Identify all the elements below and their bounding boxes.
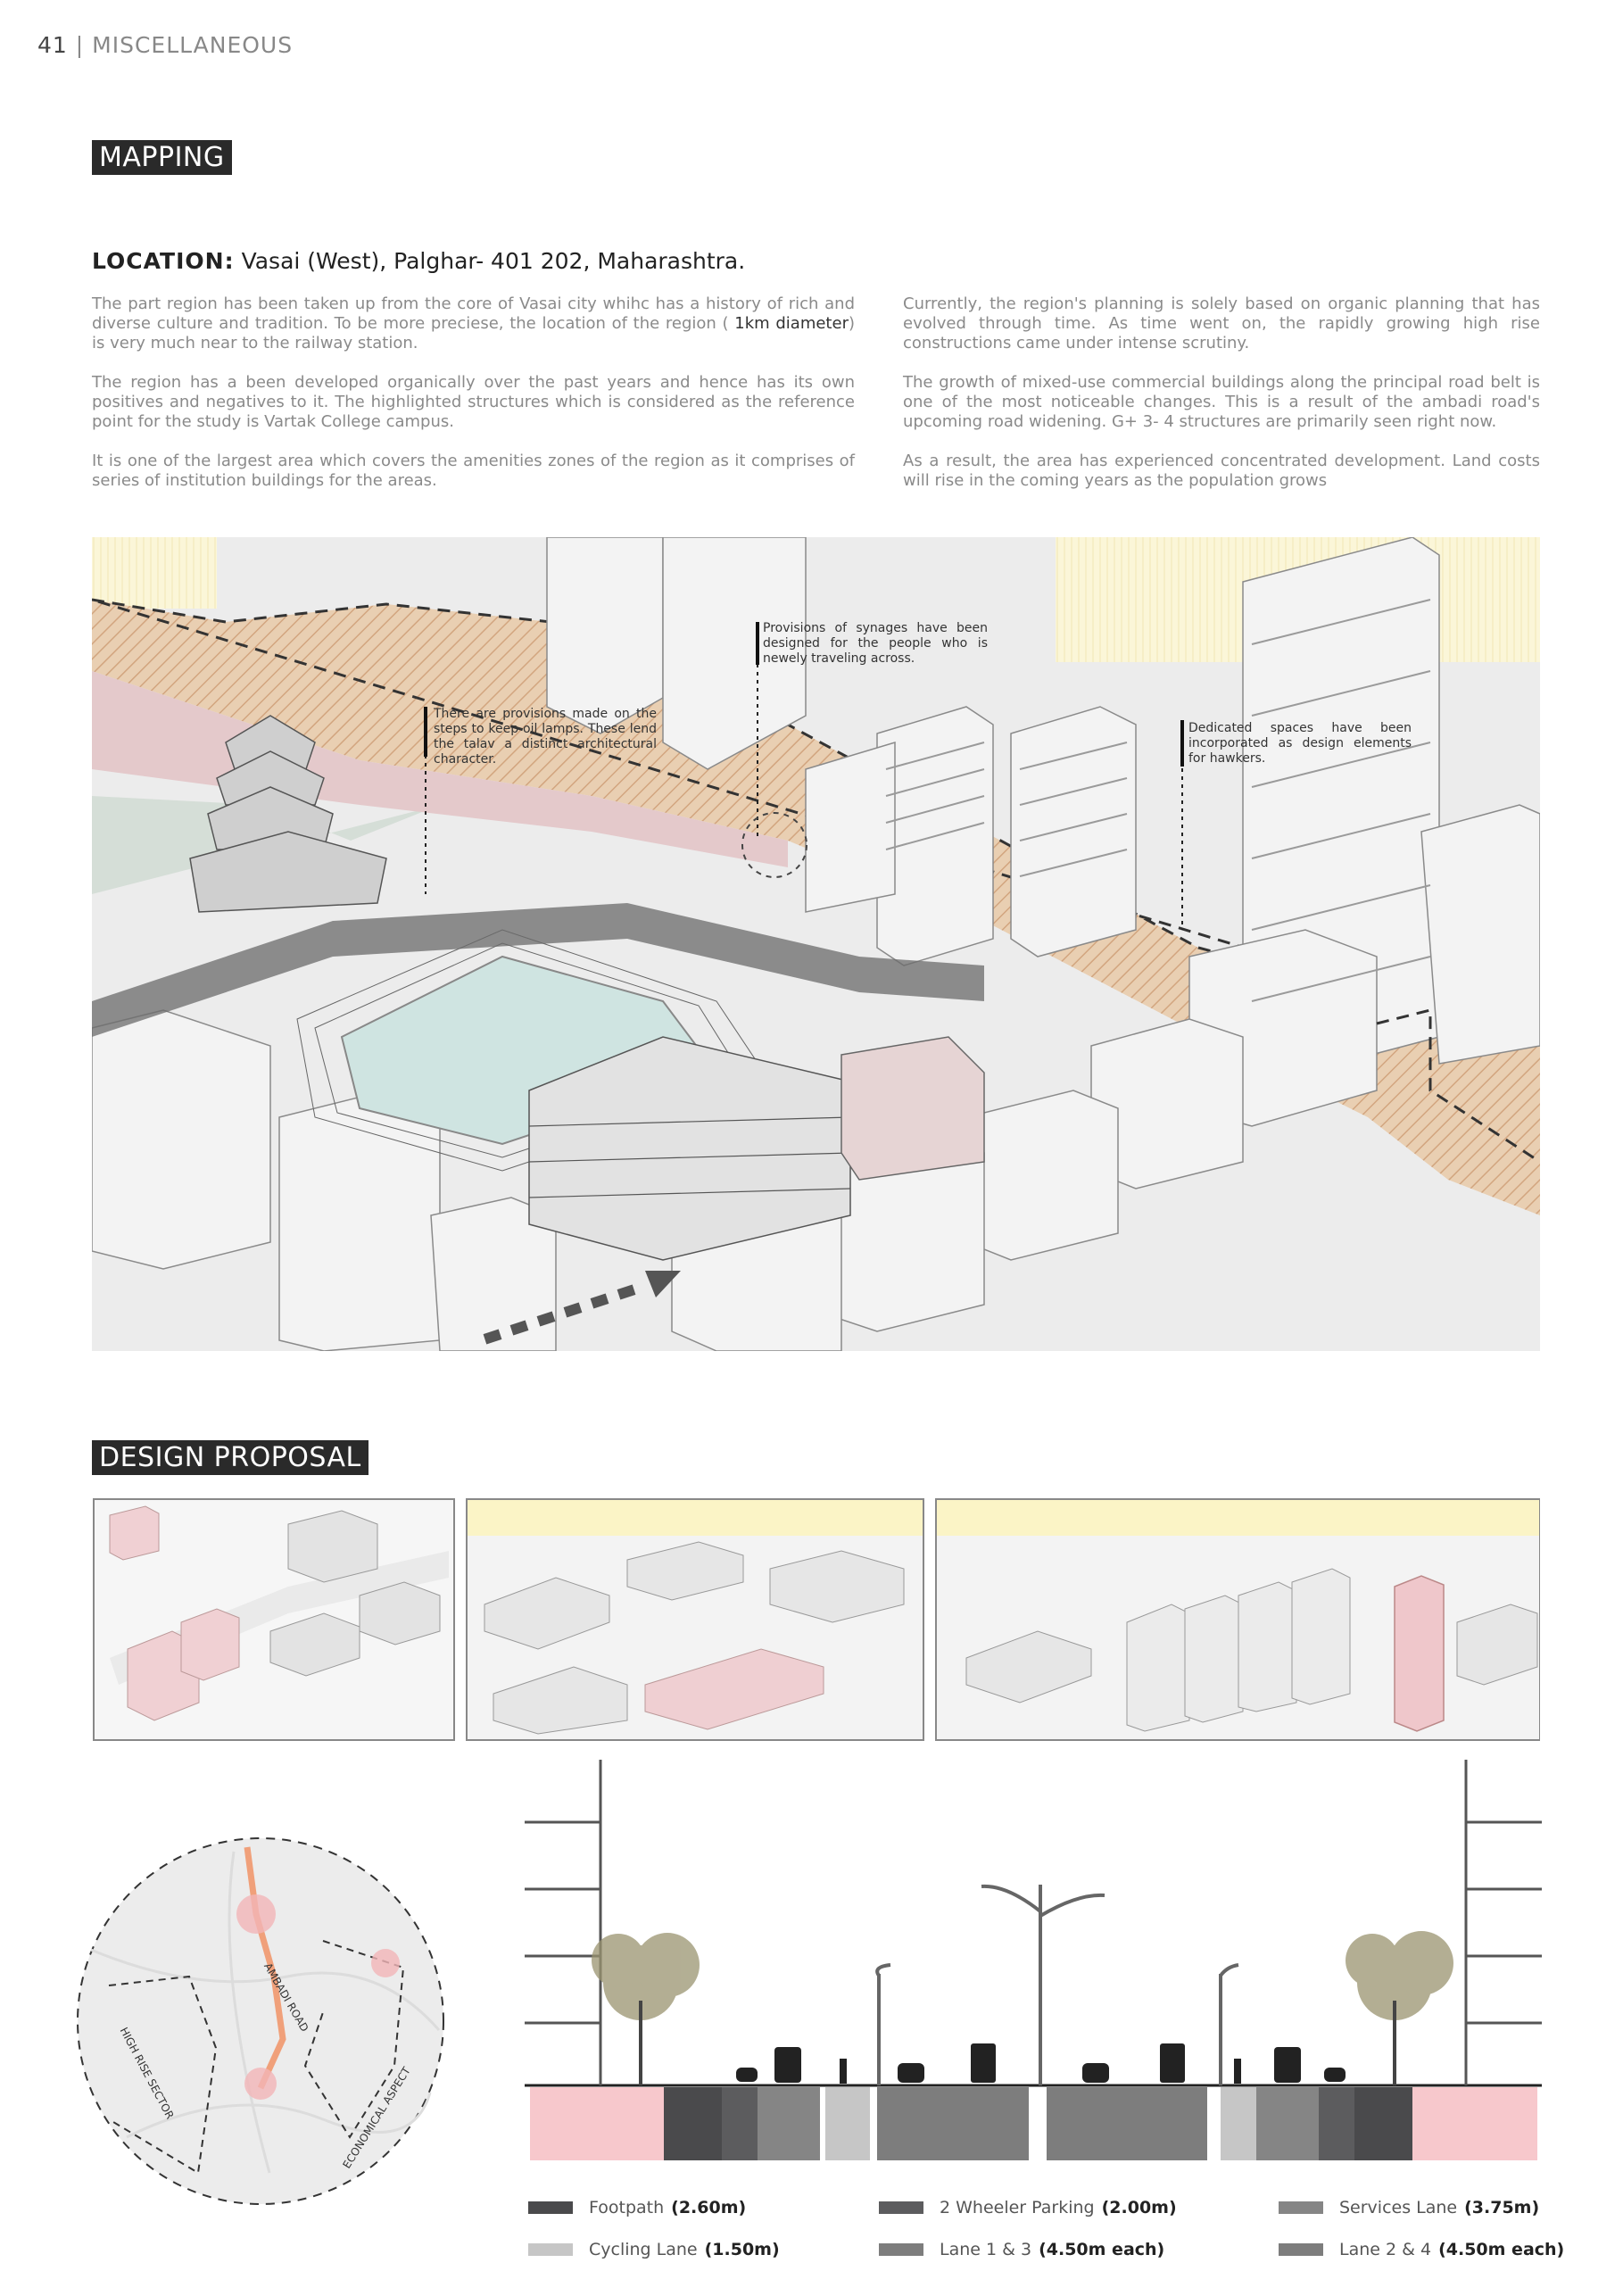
section-name: MISCELLANEOUS bbox=[92, 32, 294, 58]
street-section bbox=[525, 1760, 1542, 2179]
legend-item: Lane 2 & 4 (4.50m each) bbox=[1279, 2240, 1564, 2259]
right-text-column bbox=[903, 294, 1540, 510]
page-number: 41 bbox=[37, 32, 68, 58]
paragraph: The part region has been taken up from the core of Vasai city whihc has a history of rich and diverse culture and tradition. To be more preciese, the location of the region ( 1km diameter) is very much near to the railway station. bbox=[92, 294, 855, 352]
legend-item: Cycling Lane (1.50m) bbox=[528, 2240, 780, 2259]
proposal-view-3 bbox=[936, 1499, 1540, 1740]
legend-swatch bbox=[528, 2201, 573, 2214]
running-header bbox=[37, 32, 293, 58]
street-section-drawing bbox=[525, 1760, 1542, 2179]
legend-item: Lane 1 & 3 (4.50m each) bbox=[879, 2240, 1164, 2259]
paragraph: It is one of the largest area which covers the amenities zones of the region as it comprises of series of institution buildings for the areas. bbox=[92, 452, 855, 490]
proposal-views bbox=[92, 1497, 1540, 1742]
proposal-view-2 bbox=[467, 1499, 923, 1740]
highlight-text: 1km diameter bbox=[734, 314, 849, 333]
map-label-high-rise: HIGH RISE SECTOR bbox=[117, 2025, 177, 2122]
footpath-right bbox=[1412, 2087, 1537, 2160]
paragraph: Currently, the region's planning is solely based on organic planning that has evolved through time. As time went on, the rapidly growing high rise constructions came under intense scrutiny. bbox=[903, 294, 1540, 352]
design-proposal-title: DESIGN PROPOSAL bbox=[92, 1440, 368, 1475]
paragraph: The growth of mixed-use commercial buildings along the principal road belt is one of the most noticeable changes. This is a result of the ambadi road's upcoming road widening. G+ 3- 4 structures are primarily seen right now. bbox=[903, 373, 1540, 431]
legend-swatch bbox=[1279, 2201, 1323, 2214]
legend-item: 2 Wheeler Parking (2.00m) bbox=[879, 2198, 1177, 2217]
location-value: Vasai (West), Palghar- 401 202, Maharashtra. bbox=[241, 248, 746, 274]
site-circle-map bbox=[55, 1798, 466, 2262]
legend-swatch bbox=[879, 2243, 923, 2256]
legend-swatch bbox=[528, 2243, 573, 2256]
proposal-view-panels bbox=[92, 1497, 1540, 1742]
legend-swatch bbox=[1279, 2243, 1323, 2256]
legend-item: Footpath (2.60m) bbox=[528, 2198, 746, 2217]
proposal-view-1 bbox=[94, 1499, 454, 1740]
paragraph: The region has a been developed organically over the past years and hence has its own positives and negatives to it. The highlighted structures which is considered as the reference point for the study is Vartak College campus. bbox=[92, 373, 855, 431]
annotation-hawkers: Dedicated spaces have been incorporated as design elements for hawkers. bbox=[1188, 721, 1412, 766]
map-label-economical: ECONOMICAL ASPECT bbox=[340, 2064, 413, 2171]
mapping-title: MAPPING bbox=[92, 140, 232, 175]
footpath-left bbox=[530, 2087, 664, 2160]
annotation-signage: Provisions of synages have been designed for the people who is newely traveling across. bbox=[763, 621, 988, 666]
annotation-oil-lamps: There are provisions made on the steps to keep oil lamps. These lend the talav a distinct architectural character. bbox=[434, 707, 657, 767]
left-text-column bbox=[92, 294, 855, 510]
location-line bbox=[92, 248, 745, 274]
location-label: LOCATION: bbox=[92, 248, 235, 274]
legend-item: Services Lane (3.75m) bbox=[1279, 2198, 1539, 2217]
map-label-ambadi-road: AMBADI ROAD bbox=[261, 1960, 311, 2035]
site-axonometric-illustration bbox=[92, 537, 1540, 1351]
paragraph: As a result, the area has experienced concentrated development. Land costs will rise in the coming years as the population grows bbox=[903, 452, 1540, 490]
legend-swatch bbox=[879, 2201, 923, 2214]
header-separator: | bbox=[75, 32, 85, 58]
